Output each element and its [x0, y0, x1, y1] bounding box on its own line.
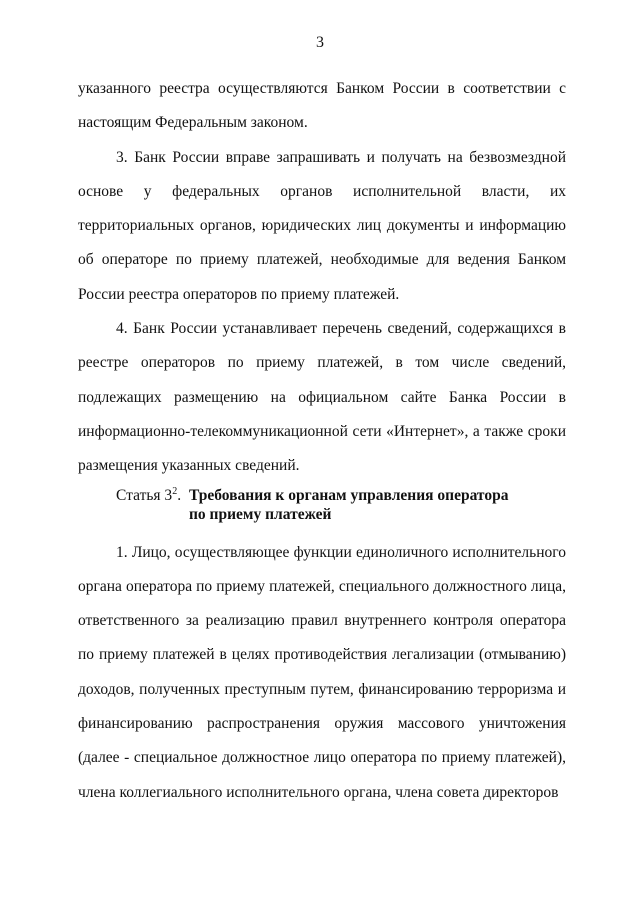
article-superscript: 2	[172, 485, 178, 497]
article-title: Требования к органам управления оператора по приему платежей	[189, 486, 509, 523]
document-body	[78, 72, 566, 810]
article-paragraph-1: 1. Лицо, осуществляющее функции единоличного исполнительного органа оператора по приему платежей, специального должностного лица, ответственного за реализацию правил внутреннего контроля оператора по приему платежей в целях противодействия легализации (отмыванию) доходов, полученных преступным путем, финансированию терроризма и финансированию распространения оружия массового уничтожения (далее - специальное должностное лицо оператора по приему платежей), члена коллегиального исполнительного органа, члена совета директоров	[78, 543, 566, 801]
article-label-text: Статья 3	[116, 486, 173, 504]
paragraph-3: 3. Банк России вправе запрашивать и получать на безвозмездной основе у федеральных органов исполнительной власти, их территориальных органов, юридических лиц документы и информацию об операторе по приему платежей, необходимые для ведения Банком России реестра операторов по приему платежей.	[78, 148, 566, 303]
article-label	[78, 486, 189, 505]
page-number: 3	[316, 34, 324, 51]
paragraph-continuation: указанного реестра осуществляются Банком России в соответствии с настоящим Федеральным законом.	[78, 80, 566, 132]
article-label-suffix: .	[177, 486, 182, 504]
paragraph-4: 4. Банк России устанавливает перечень сведений, содержащихся в реестре операторов по приему платежей, в том числе сведений, подлежащих размещению на официальном сайте Банка России в информационно-телекоммуникационной сети «Интернет», а также сроки размещения указанных сведений.	[78, 320, 566, 475]
article-heading	[78, 486, 566, 524]
